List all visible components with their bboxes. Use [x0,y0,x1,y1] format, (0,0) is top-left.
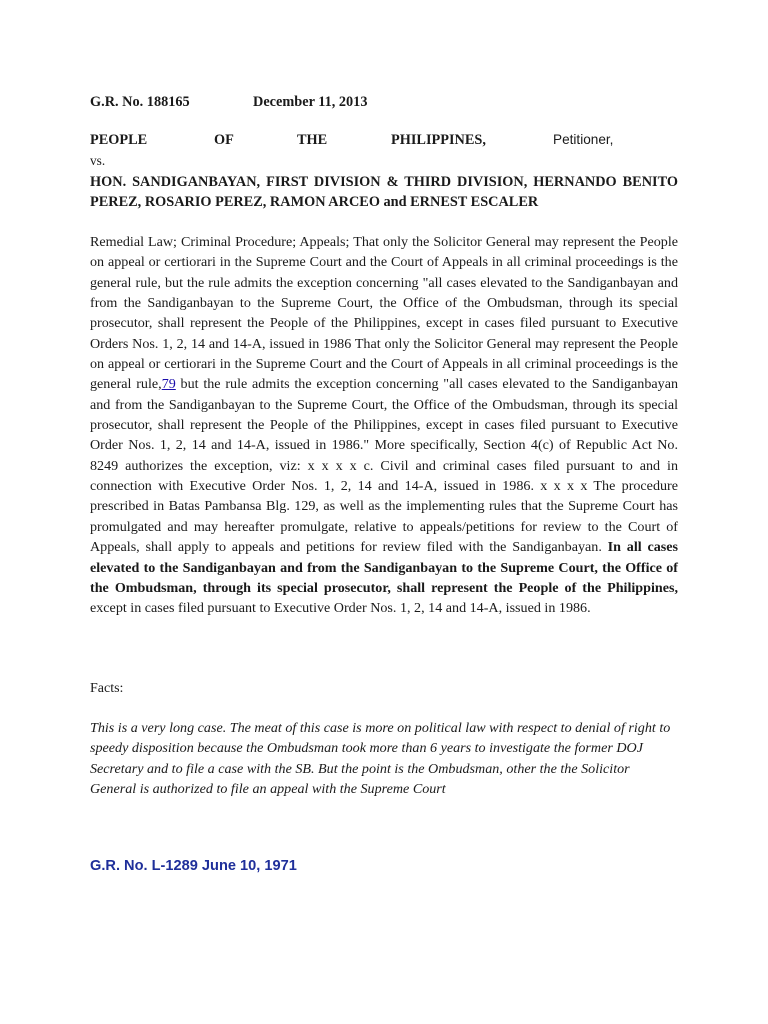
next-case-heading: G.R. No. L-1289 June 10, 1971 [90,858,297,874]
syllabus-text: Remedial Law; Criminal Procedure; Appeals; That only the Solicitor General may represent the People on appeal or certiorari in the Supreme Court and the Court of Appeals in all criminal proceedings is the general rule, but the rule admits the exception concerning "all cases elevated to the Sandiganbayan and from the Sandiganbayan to the Supreme Court, the Office of the Ombudsman, through its special prosecutor, shall represent the People of the Philippines, except in cases filed pursuant to Executive Orders Nos. 1, 2, 14 and 14-A, issued in 1986 That only the Solicitor General may represent the People on appeal or certiorari in the Supreme Court and the Court of Appeals in all criminal proceedings is the general rule, [90,234,678,393]
case-number: G.R. No. 188165 [90,94,190,110]
footnote-link[interactable]: 79 [161,376,176,393]
syllabus-bold-text: In all cases elevated to the Sandiganbayan and from the Sandiganbayan to the Supreme Court, the Office of the Ombudsman, through its special prosecutor, shall represent the People of the Philippines, [90,539,678,596]
case-header [90,93,368,111]
petitioner-role: Petitioner, [553,132,614,147]
facts-summary: This is a very long case. The meat of this case is more on political law with respect to denial of right to speedy disposition because the Ombudsman took more than 6 years to investigate the former DOJ Secretary and to file a case with the SB. But the point is the Ombudsman, other the the Solicitor General is authorized to file an appeal with the Supreme Court [90,720,671,797]
syllabus-paragraph [90,232,678,619]
versus-label: vs. [90,153,106,168]
party-word: OF [214,132,234,148]
party-word: PHILIPPINES, [391,132,486,148]
party-word: THE [297,132,328,148]
decision-date: December 11, 2013 [253,94,368,110]
respondents-caption: HON. SANDIGANBAYAN, FIRST DIVISION & THIRD DIVISION, HERNANDO BENITO PEREZ, ROSARIO PEREZ, RAMON ARCEO and ERNEST ESCALER [90,174,678,210]
party-word: PEOPLE [90,132,148,148]
syllabus-text: except in cases filed pursuant to Executive Order Nos. 1, 2, 14 and 14-A, issued in 1986. [90,600,591,617]
facts-label: Facts: [90,681,124,696]
syllabus-text: but the rule admits the exception concerning "all cases elevated to the Sandiganbayan and from the Sandiganbayan to the Supreme Court, the Office of the Ombudsman, through its special prosecutor, shall represent the People of the Philippines, except in cases filed pursuant to Executive Order Nos. 1, 2, 14 and 14-A, issued in 1986." More specifically, Section 4(c) of Republic Act No. 8249 authorizes the exception, viz: x x x x c. Civil and criminal cases filed pursuant to and in connection with Executive Order Nos. 1, 2, 14 and 14-A, issued in 1986. x x x x The procedure prescribed in Batas Pambansa Blg. 129, as well as the implementing rules that the Supreme Court has promulgated and may hereafter promulgate, relative to appeals/petitions for review to the Court of Appeals, shall apply to appeals and petitions for review filed with the Sandiganbayan. [90,376,678,556]
